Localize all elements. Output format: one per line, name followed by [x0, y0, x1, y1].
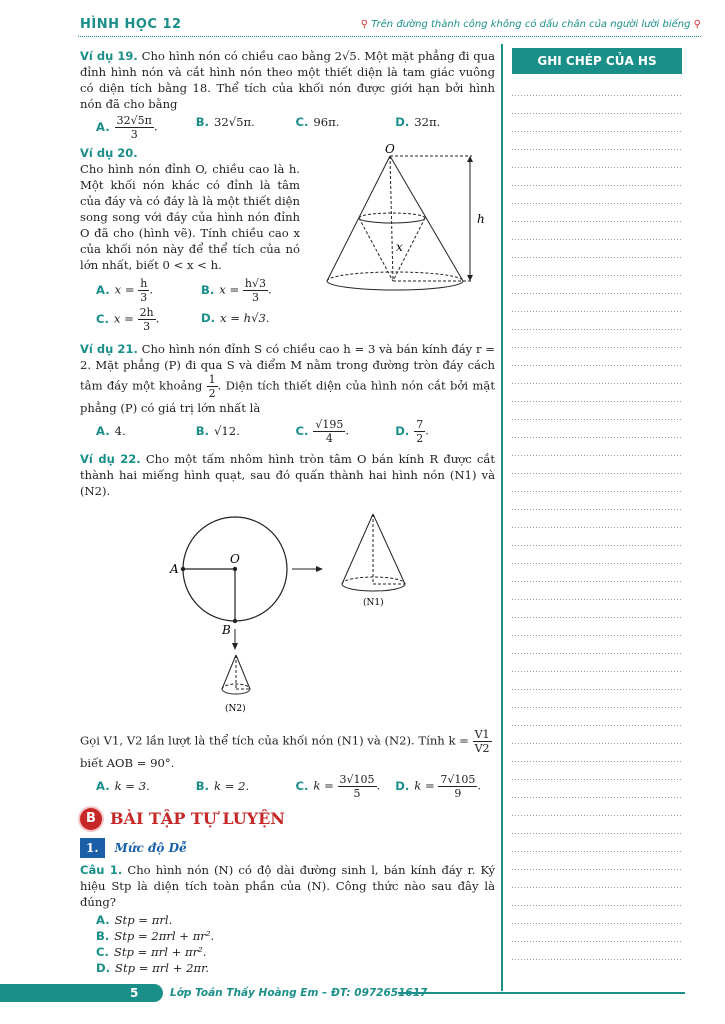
fraction [414, 418, 425, 445]
choice-prefix: x = [113, 311, 134, 326]
choice-d[interactable]: D. k = $\frac{7√105}{9}$ . [395, 773, 482, 800]
fraction [115, 114, 154, 141]
choice-b[interactable] [196, 418, 296, 445]
choice-prefix: x = [219, 282, 240, 297]
choice-label: C. [295, 115, 309, 129]
example-22-text: Cho một tấm nhôm hình tròn tâm O bán kính R được cắt thành hai miếng hình quạt, sau đó quấn thành hai hình nón (N1) và (N2). [80, 452, 496, 498]
choice-text: k = 2. [214, 779, 250, 793]
choice-d[interactable] [96, 960, 301, 976]
choice-d[interactable] [201, 306, 270, 333]
choice-d[interactable]: D. $\frac{7}{2}$ . [395, 418, 429, 445]
example-22-text-2: Gọi V1, V2 lần lượt là thể tích của khối nón (N1) và (N2). Tính k = [80, 733, 469, 748]
choice-label: D. [395, 115, 410, 129]
choice-text: 96π. [313, 115, 340, 129]
pin-icon: ⚲ [693, 19, 701, 30]
axis-line [390, 156, 393, 281]
choice-a[interactable] [96, 418, 196, 445]
choice-text: Stp = πrl. [114, 913, 173, 927]
choice-c[interactable] [96, 944, 301, 960]
choice-label: D. [395, 778, 410, 793]
main-content [80, 48, 495, 980]
section-b-title: BÀI TẬP TỰ LUYỆN [110, 809, 285, 828]
cone-n1-edge [342, 514, 373, 584]
choice-text: Stp = 2πrl + πr². [114, 929, 215, 943]
choice-label: C. [96, 311, 109, 326]
example-19-choices [96, 114, 495, 141]
denominator: 5 [353, 787, 361, 800]
numerator: V1 [474, 728, 490, 741]
arrow-head [316, 566, 323, 572]
numerator: h [140, 277, 148, 290]
choice-b[interactable] [196, 114, 296, 141]
choice-text: Stp = πrl + πr². [113, 945, 207, 959]
choice-prefix: k = [414, 778, 435, 793]
choice-a[interactable]: A. $\frac{32√5\pi}{3}$ . [96, 114, 158, 141]
choice-label: C. [295, 423, 309, 438]
label-o: O [230, 552, 240, 566]
numerator: h√3 [244, 277, 266, 290]
choice-text: √12. [214, 424, 240, 438]
label-h: h [477, 212, 485, 226]
label-n2: (N2) [225, 704, 246, 714]
choice-prefix: k = [313, 778, 334, 793]
choice-text: 32π. [414, 115, 441, 129]
label-b: B [222, 623, 231, 637]
choice-text: x = h√3. [220, 311, 270, 325]
example-22-label: Ví dụ 22. [80, 452, 141, 466]
denominator: 2 [416, 432, 424, 445]
choice-label: A. [96, 282, 110, 297]
choice-d[interactable] [395, 114, 495, 141]
label-o: O [385, 142, 395, 156]
point-b [233, 619, 237, 623]
example-19-text: Cho hình nón có chiều cao bằng 2√5. Một mặt phẳng đi qua đỉnh hình nón và cắt hình nón theo một thiết diện là tam giác vuông có diện tích bằng 18. Thể tích của khối nón được giới hạn bởi hình nón đã cho bằng [80, 49, 496, 111]
header-title: HÌNH HỌC 12 [80, 17, 182, 32]
numerator: 7√105 [440, 773, 476, 786]
example-20-choices-ab [96, 277, 300, 304]
notes-title: GHI CHÉP CỦA HS [512, 48, 682, 74]
header-motto-text: Trên đường thành công không có dấu chân của người lười biếng [371, 19, 691, 30]
question-1-text: Cho hình nón (N) có độ dài đường sinh l, bán kính đáy r. Ký hiệu Stp là diện tích toàn phần của (N). Công thức nào sau đây là đúng? [80, 863, 495, 909]
choice-b[interactable]: B. x = $\frac{h√3}{3}$ . [201, 277, 272, 304]
fraction [313, 418, 345, 445]
arrow-head [467, 156, 473, 162]
sector-cone-figure [80, 499, 495, 724]
label-a: A [170, 562, 179, 576]
choice-label: C. [295, 778, 309, 793]
point-o [233, 567, 237, 571]
example-21-choices [96, 418, 495, 445]
choice-label: B. [195, 424, 209, 438]
fraction [138, 277, 149, 304]
point-a [181, 567, 185, 571]
choice-text: 4. [114, 424, 126, 438]
choice-label: D. [96, 961, 111, 975]
cone-n1-edge [373, 514, 405, 584]
choice-text: 32√5π. [214, 115, 255, 129]
example-22-choices [96, 773, 495, 800]
cone-n2-edge [222, 655, 236, 689]
choice-a[interactable] [96, 773, 196, 800]
label-n1: (N1) [363, 598, 384, 608]
arrow-head [232, 643, 238, 650]
choice-label: B. [201, 282, 215, 297]
numerator: 1 [208, 373, 216, 386]
choice-text: Stp = πrl + 2πr. [115, 961, 210, 975]
question-1-label: Câu 1. [80, 863, 123, 877]
choice-label: B. [195, 115, 209, 129]
arrow-head [467, 275, 473, 281]
numerator: 7 [416, 418, 424, 431]
example-19-label: Ví dụ 19. [80, 49, 138, 63]
example-21-text: Cho hình nón đỉnh S có chiều cao h = 3 và bán kính đáy r = 2. Mặt phẳng (P) đi qua S và điểm M nằm trong đường tròn đáy cách tâm đáy một khoảng [80, 342, 495, 393]
choice-label: B. [195, 779, 209, 793]
page-number: 5 [130, 986, 139, 1000]
denominator: 3 [251, 291, 259, 304]
choice-label: B. [96, 929, 110, 943]
footer-bar [0, 984, 163, 1002]
section-back [359, 213, 425, 218]
level-number: 1. [80, 838, 105, 858]
choice-label: D. [201, 311, 216, 325]
example-20-body [80, 145, 300, 333]
choice-a[interactable] [96, 912, 301, 928]
choice-c[interactable]: C. x = $\frac{2h}{3}$ . [96, 306, 160, 333]
choice-label: C. [96, 945, 109, 959]
column-divider [501, 44, 503, 991]
denominator: V2 [474, 742, 490, 755]
denominator: 2 [208, 387, 216, 400]
numerator: 32√5π [116, 114, 152, 127]
fraction [243, 277, 268, 304]
choice-c[interactable]: C. $\frac{√195}{4}$ . [295, 418, 350, 445]
level-heading [80, 838, 495, 858]
example-21-text-2: . Diện tích thiết diện của hình nón cắt bởi mặt phẳng (P) có giá trị lớn nhất là [80, 378, 495, 415]
header-motto [361, 19, 701, 30]
level-title: Mức độ Dễ [114, 841, 187, 855]
choice-prefix: x = [114, 282, 135, 297]
section-b-heading [80, 808, 495, 830]
fraction [438, 773, 477, 800]
choice-label: D. [395, 423, 410, 438]
numerator: √195 [315, 418, 344, 431]
fraction [207, 373, 218, 400]
fraction [473, 728, 492, 755]
base-front [327, 281, 463, 290]
choice-label: A. [96, 779, 110, 793]
example-21-label: Ví dụ 21. [80, 342, 138, 356]
choice-label: A. [96, 119, 110, 134]
cone-n2-base [222, 689, 250, 694]
denominator: 3 [143, 320, 151, 333]
choice-b[interactable] [96, 928, 301, 944]
numerator: 3√105 [339, 773, 375, 786]
choice-a[interactable]: A. x = $\frac{h}{3}$ . [96, 277, 154, 304]
choice-c[interactable] [296, 114, 396, 141]
choice-text: k = 3. [114, 779, 150, 793]
question-1-choices [96, 912, 495, 976]
section-b-badge: B [80, 808, 102, 830]
example-22-question [80, 728, 495, 755]
denominator: 9 [454, 787, 462, 800]
denominator: 3 [140, 291, 148, 304]
question-1 [80, 862, 495, 910]
label-x: x [396, 240, 403, 254]
denominator: 3 [130, 128, 138, 141]
cone-edge [390, 156, 463, 281]
header-divider [78, 36, 701, 37]
choice-label: A. [96, 424, 110, 438]
cone-n1-base [342, 584, 405, 591]
numerator: 2h [139, 306, 154, 319]
choice-b[interactable] [196, 773, 296, 800]
footer-text: Lớp Toán Thầy Hoàng Em – ĐT: 0972651617 [170, 987, 428, 999]
fraction [338, 773, 377, 800]
example-22-text-3: biết AOB = 90°. [80, 756, 175, 770]
denominator: 4 [325, 432, 333, 445]
nested-cone-figure [300, 142, 495, 301]
inner-cone-edge [359, 218, 393, 281]
example-20-label: Ví dụ 20. [80, 146, 138, 160]
cone-edge [327, 156, 390, 281]
footer-line [398, 992, 685, 994]
example-20-choices-cd [96, 306, 300, 333]
choice-label: A. [96, 913, 110, 927]
example-22 [80, 451, 495, 499]
example-20-text: Cho hình nón đỉnh O, chiều cao là h. Một khối nón khác có đỉnh là tâm của đáy và có đáy là là một thiết diện song song với đáy của hình nón đỉnh O đã cho (hình vẽ). Tính chiều cao x của khối nón này để thể tích của nó lớn nhất, biết 0 < x < h. [80, 162, 300, 272]
choice-c[interactable]: C. k = $\frac{3√105}{5}$ . [295, 773, 381, 800]
example-20 [80, 142, 495, 333]
note-lines [512, 78, 682, 970]
fraction [138, 306, 156, 333]
example-19 [80, 48, 495, 112]
pin-icon: ⚲ [360, 19, 369, 30]
example-21 [80, 341, 495, 416]
